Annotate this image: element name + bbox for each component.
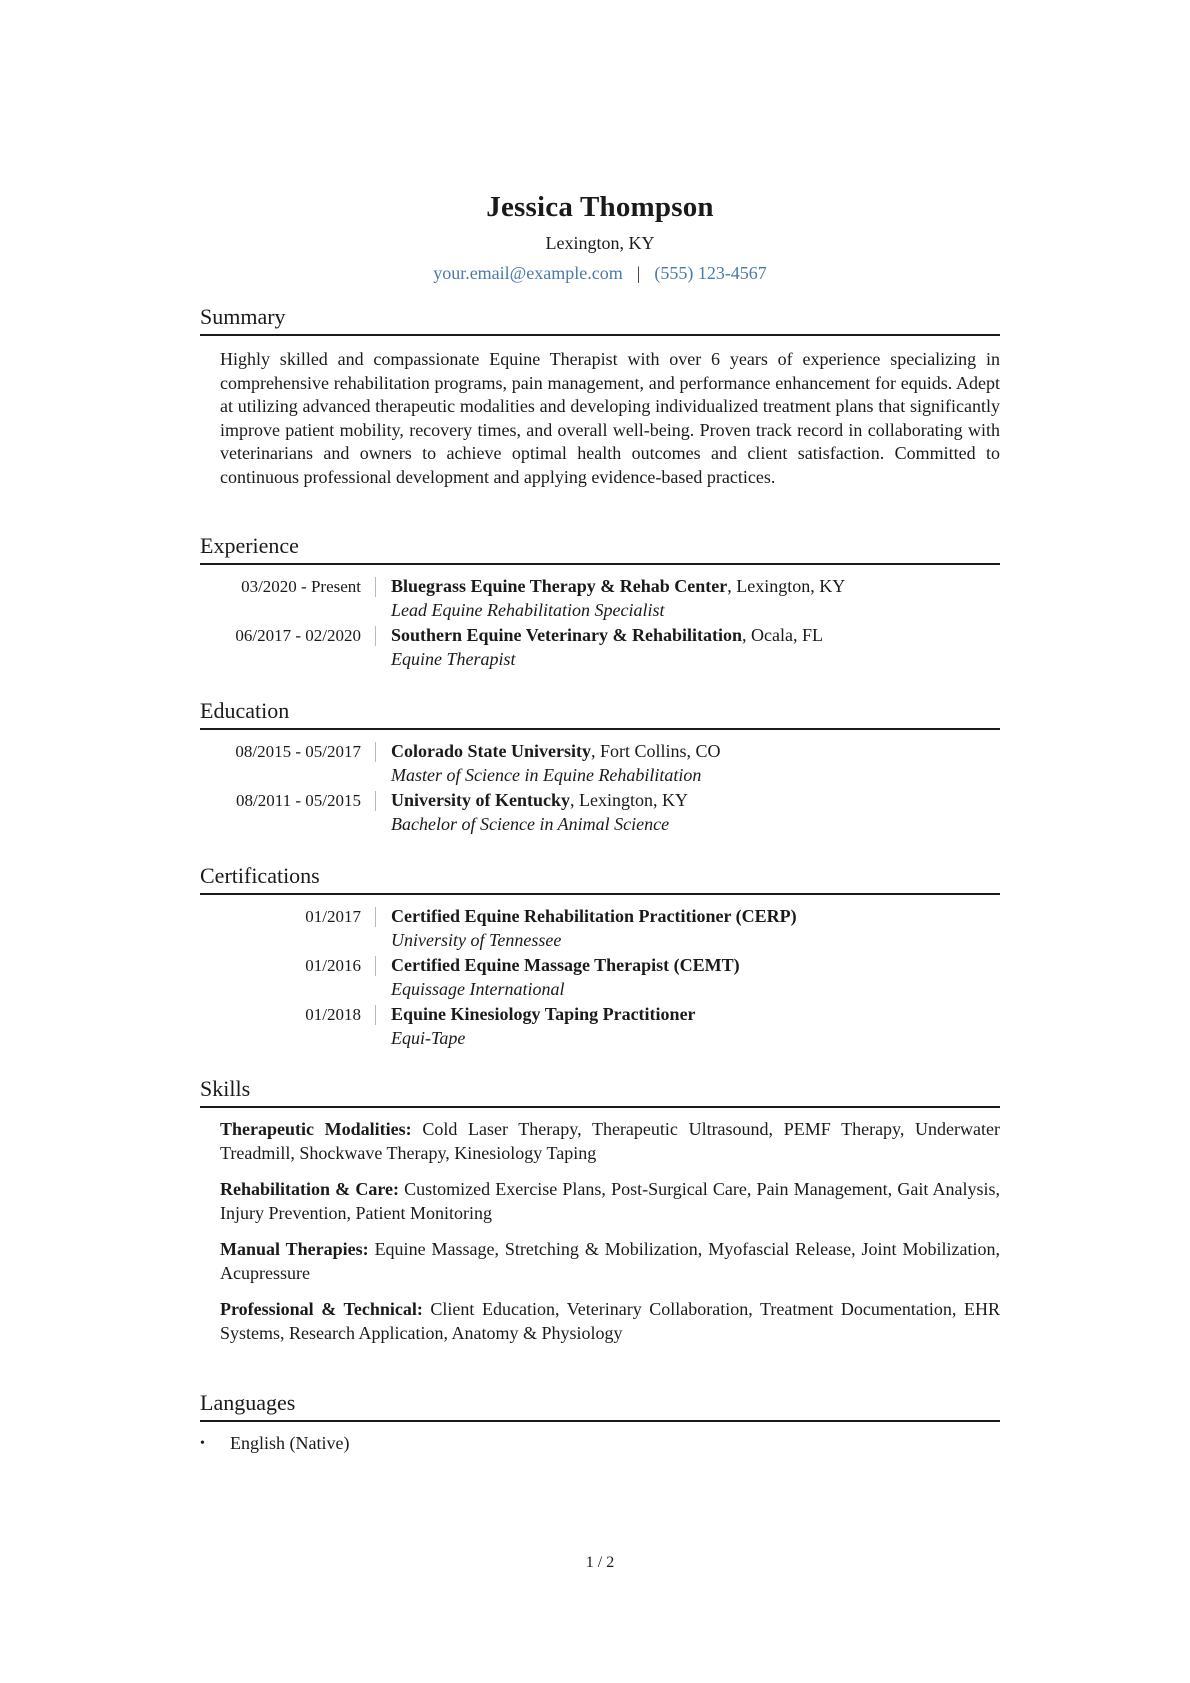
entry-divider: [375, 956, 376, 976]
entry-divider: [375, 1005, 376, 1025]
entry-date: 03/2020 - Present: [241, 577, 361, 596]
skill-group-text: Client Education, Veterinary Collaboration, Treatment Documentation, EHR Systems, Research Application, Anatomy & Physiology: [220, 1299, 1000, 1343]
certification-issuer: Equi-Tape: [391, 1027, 466, 1048]
entry-organization: Bluegrass Equine Therapy & Rehab Center: [391, 576, 728, 596]
entry-organization: Southern Equine Veterinary & Rehabilitation: [391, 625, 743, 645]
education-entry: [200, 789, 1000, 836]
section-title-skills: Skills: [200, 1076, 1000, 1108]
entry-role: Equine Therapist: [391, 648, 516, 669]
certification-issuer: University of Tennessee: [391, 929, 562, 950]
candidate-name: Jessica Thompson: [486, 191, 714, 223]
entry-divider: [375, 791, 376, 811]
entry-degree: Master of Science in Equine Rehabilitation: [391, 764, 702, 785]
entry-divider: [375, 577, 376, 597]
skill-group: [220, 1298, 1000, 1345]
entry-degree: Bachelor of Science in Animal Science: [391, 813, 670, 834]
entry-divider: [375, 742, 376, 762]
entry-location: , Lexington, KY: [570, 790, 688, 810]
skill-group-label: Therapeutic Modalities:: [220, 1119, 412, 1139]
certification-name: Certified Equine Rehabilitation Practitioner (CERP): [391, 906, 797, 926]
page-number: 1 / 2: [585, 1554, 615, 1571]
entry-divider: [375, 626, 376, 646]
entry-organization: University of Kentucky: [391, 790, 570, 810]
certification-name: Equine Kinesiology Taping Practitioner: [391, 1004, 696, 1024]
entry-date: 01/2018: [305, 1005, 361, 1024]
experience-entry: [200, 575, 1000, 622]
phone-link[interactable]: (555) 123-4567: [654, 263, 767, 283]
certifications-section: [200, 863, 1000, 1052]
email-link[interactable]: your.email@example.com: [433, 263, 623, 283]
contact-line: [200, 262, 1000, 284]
section-title-summary: Summary: [200, 304, 1000, 336]
section-title-education: Education: [200, 698, 1000, 730]
skill-group-text: Customized Exercise Plans, Post-Surgical Care, Pain Management, Gait Analysis, Injury Prevention, Patient Monitoring: [220, 1179, 1001, 1223]
resume-header: [200, 190, 1000, 284]
certification-entry: [200, 954, 1000, 1001]
bullet-icon: •: [200, 1436, 205, 1451]
experience-section: [200, 533, 1000, 673]
contact-separator: |: [636, 263, 641, 283]
languages-section: [200, 1390, 1000, 1456]
entry-date: 01/2017: [305, 907, 361, 926]
language-text: English (Native): [230, 1433, 350, 1453]
entry-location: , Lexington, KY: [727, 576, 846, 596]
entry-organization: Colorado State University: [391, 741, 591, 761]
entry-location: , Fort Collins, CO: [590, 741, 721, 761]
entry-date: 06/2017 - 02/2020: [235, 626, 361, 645]
skill-group-label: Rehabilitation & Care:: [220, 1179, 399, 1199]
skill-group-label: Professional & Technical:: [220, 1299, 423, 1319]
language-item: [200, 1432, 1000, 1456]
entry-date: 08/2015 - 05/2017: [235, 742, 361, 761]
education-section: [200, 698, 1000, 838]
section-title-experience: Experience: [200, 533, 1000, 565]
section-title-languages: Languages: [200, 1390, 1000, 1422]
skill-group: [220, 1178, 1000, 1225]
entry-role: Lead Equine Rehabilitation Specialist: [391, 599, 665, 620]
education-entry: [200, 740, 1000, 787]
experience-entry: [200, 624, 1000, 671]
certification-issuer: Equissage International: [391, 978, 565, 999]
certification-entry: [200, 1003, 1000, 1050]
entry-location: , Ocala, FL: [742, 625, 824, 645]
candidate-location: Lexington, KY: [545, 233, 655, 253]
entry-date: 01/2016: [305, 956, 361, 975]
skills-section: [200, 1076, 1000, 1358]
section-title-certifications: Certifications: [200, 863, 1000, 895]
entry-date: 08/2011 - 05/2015: [236, 791, 361, 810]
summary-text: Highly skilled and compassionate Equine Therapist with over 6 years of experience specializing in comprehensive rehabilitation programs, pain management, and performance enhancement for equids. Adept at utilizing advanced therapeutic modalities and developing individualized treatment plans that significantly improve patient mobility, recovery times, and overall well-being. Proven track record in collaborating with veterinarians and owners to achieve optimal health outcomes and client satisfaction. Committed to continuous professional development and applying evidence-based practices.: [220, 349, 1000, 487]
summary-section: [200, 304, 1000, 489]
certification-entry: [200, 905, 1000, 952]
skill-group-text: Cold Laser Therapy, Therapeutic Ultrasound, PEMF Therapy, Underwater Treadmill, Shockwave Therapy, Kinesiology Taping: [220, 1119, 1001, 1163]
skill-group: [220, 1118, 1000, 1165]
certification-name: Certified Equine Massage Therapist (CEMT): [391, 955, 740, 975]
skill-group-label: Manual Therapies:: [220, 1239, 369, 1259]
entry-divider: [375, 907, 376, 927]
skill-group: [220, 1238, 1000, 1285]
skill-group-text: Equine Massage, Stretching & Mobilization, Myofascial Release, Joint Mobilization, Acupressure: [220, 1239, 1000, 1283]
